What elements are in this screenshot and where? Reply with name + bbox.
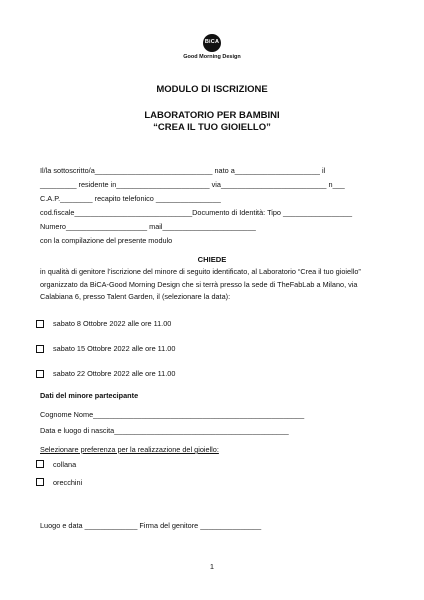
date-option-1-label: sabato 8 Ottobre 2022 alle ore 11.00 [53,319,172,328]
option-earrings-checkbox[interactable] [36,478,44,486]
form-line-cap-phone: C.A.P.________ recapito telefonico ________________ [40,194,221,203]
form-line-address: _________ residente in_______________________ via__________________________ n___ [40,180,345,189]
form-line-number-mail: Numero____________________ mail_______________________ [40,222,256,231]
option-necklace-label: collana [53,460,77,469]
date-option-1-checkbox[interactable] [36,320,44,328]
form-line-compilation: con la compilazione del presente modulo [40,236,173,245]
date-option-3-label: sabato 22 Ottobre 2022 alle ore 11.00 [53,369,176,378]
logo-mark-icon [203,34,221,52]
brand-logo [0,34,424,60]
date-option-2-label: sabato 15 Ottobre 2022 alle ore 11.00 [53,344,176,353]
minor-data-heading: Dati del minore partecipante [40,391,139,400]
preference-label: Selezionare preferenza per la realizzazione del gioiello: [40,445,219,454]
chiede-heading: CHIEDE [197,255,227,264]
signature-line: Luogo e data _____________ Firma del genitore _______________ [40,521,262,530]
logo-mark-text: BiCA [204,39,220,45]
minor-birth-line: Data e luogo di nascita___________________________________________ [40,426,289,435]
form-line-name: Il/la sottoscritto/a_____________________________ nato a_____________________ il [40,166,326,175]
page-subtitle-1: LABORATORIO PER BAMBINI [144,110,280,121]
option-earrings-label: orecchini [53,478,83,487]
form-line-fiscal-code: cod.fiscale_____________________________Documento di Identità: Tipo _________________ [40,208,353,217]
request-text: in qualità di genitore l’iscrizione del minore di seguito identificato, al Laboratorio “Crea il tuo gioiello” organizzato da BiCA-Good Morning Design che si terrà presso la sede di TheFabLab a Milano, via Calabiana 6, presso Talent Garden, il (selezionare la data): [40,267,361,301]
page-number: 1 [209,562,215,571]
logo-name: Good Morning Design [183,54,241,60]
date-option-3-checkbox[interactable] [36,370,44,378]
minor-name-line: Cognome Nome____________________________________________________ [40,410,305,419]
date-option-2-checkbox[interactable] [36,345,44,353]
page-title: MODULO DI ISCRIZIONE [156,84,268,95]
page-subtitle-2: “CREA IL TUO GIOIELLO” [153,122,271,133]
option-necklace-checkbox[interactable] [36,460,44,468]
